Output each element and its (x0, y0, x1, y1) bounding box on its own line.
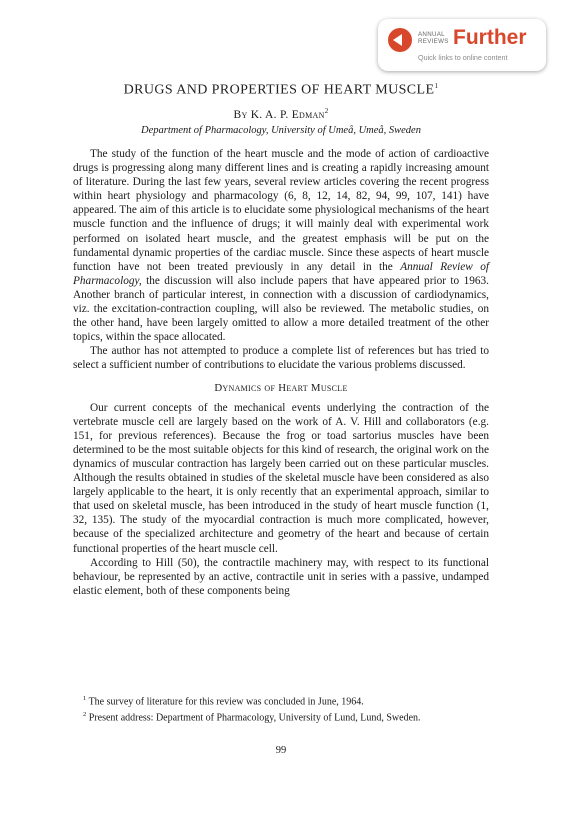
paragraph: Our current concepts of the mechanical events underlying the contraction of the vertebrate muscle cell are largely based on the work of A. V. Hill and collaborators (e.g. 151, for previous references). Because the frog or toad sartorius muscles have been determined to be the most suitable objects for this kind of research, the original work on the dynamics of muscular contraction has largely been carried out on these particular muscles. Although the results obtained in studies of the skeletal muscle have been considered as also largely applicable to the heart, it is only recently that an experimental approach, similar to that used on skeletal muscle, has been introduced in the study of heart muscle function (1, 32, 135). The study of the myocardial contraction is much more complicated, however, because of the specialized architecture and geometry of the heart and because of certain functional properties of the heart muscle cell. (73, 401, 489, 555)
article-title: DRUGS AND PROPERTIES OF HEART MUSCLE$^1$ (123, 82, 439, 98)
paragraph: According to Hill (50), the contractile machinery may, with respect to its functional behaviour, be represented by an active, contractile unit in series with a passive, undamped elastic element, both of these components being (73, 556, 489, 597)
author-affiliation: Department of Pharmacology, University of Umeå, Umeå, Sweden (141, 125, 421, 136)
annual-reviews-logo-text: ANNUAL REVIEWS (418, 31, 449, 45)
article-author: By K. A. P. Edman$^2$ (233, 107, 329, 121)
article-body (73, 147, 489, 598)
footnote: $^1$ The survey of literature for this review was concluded in June, 1964. (83, 695, 364, 708)
further-brand: Further (453, 26, 527, 49)
paragraph: The study of the function of the heart muscle and the mode of action of cardioactive drugs is progressing along many different lines and is creating a rapidly increasing amount of literature. During the last few years, several review articles covering the recent progress within heart physiology and pharmacology (6, 8, 12, 14, 82, 94, 99, 107, 141) have appeared. The aim of this article is to elucidate some physiological mechanisms of the heart muscle function and the influence of drugs; it will mainly deal with experimental work performed on isolated heart muscle, and the greatest emphasis will be put on the fundamental dynamic properties of the cardiac muscle. Since these aspects of heart muscle function have not been treated previously in any detail in the Annual Review of Pharmacology, the discussion will also include papers that have appeared prior to 1963. Another branch of particular interest, in connection with a discussion of cardiodynamics, viz. the excitation-contraction coupling, will also be reviewed. The metabolic studies, on the other hand, have been largely omitted to allow a more detailed treatment of the other topics, within the space allocated. (73, 148, 489, 344)
further-links-badge[interactable] (378, 19, 546, 71)
author-footnote-mark: 2 (324, 107, 329, 115)
page-number: 99 (275, 745, 287, 756)
journal-title-italic: Annual Review of Pharmacology, (73, 260, 489, 287)
title-footnote-mark: 1 (434, 82, 439, 90)
section-heading: Dynamics of Heart Muscle (214, 381, 348, 394)
play-arrow-icon (388, 28, 412, 52)
paragraph: The author has not attempted to produce a complete list of references but has tried to select a sufficient number of contributions to elucidate the various problems discussed. (73, 345, 489, 372)
further-tagline: Quick links to online content (418, 53, 508, 62)
footnotes (73, 693, 489, 725)
footnote: $^2$ Present address: Department of Pharmacology, University of Lund, Lund, Sweden. (83, 710, 421, 724)
